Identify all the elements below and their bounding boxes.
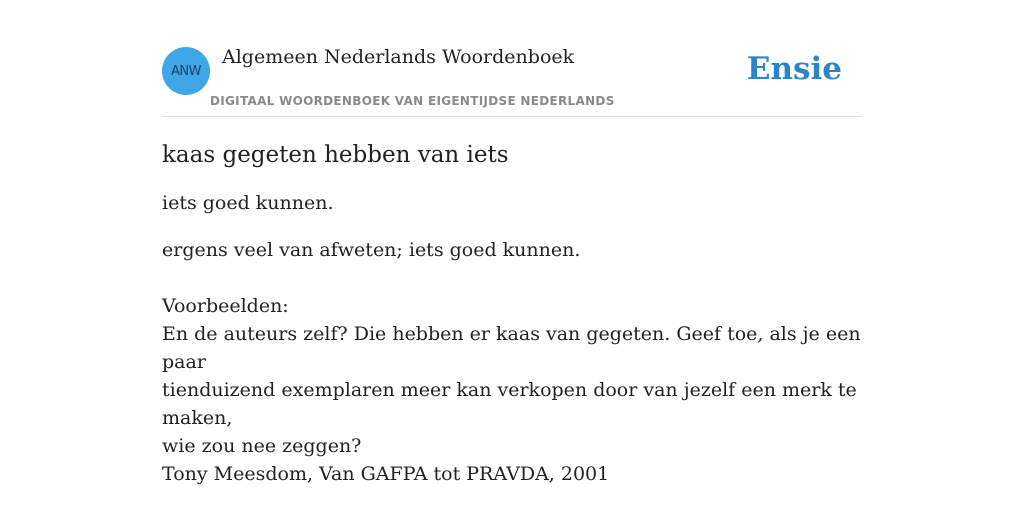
ensie-brand-logo[interactable]: Ensie [746, 51, 842, 87]
header [162, 40, 862, 117]
entry-content [162, 138, 862, 488]
dictionary-subtitle: DIGITAAL WOORDENBOEK VAN EIGENTIJDSE NEDERLANDS [210, 94, 615, 108]
definition-full: ergens veel van afweten; iets goed kunnen. [162, 239, 581, 261]
example-line: tienduizend exemplaren meer kan verkopen door van jezelf een merk te maken, [162, 379, 857, 429]
definition-short: iets goed kunnen. [162, 192, 334, 214]
entry-headword: kaas gegeten hebben van iets [162, 142, 509, 168]
examples-label: Voorbeelden: [162, 295, 289, 317]
anw-logo[interactable] [162, 47, 210, 95]
example-source: Tony Meesdom, Van GAFPA tot PRAVDA, 2001 [162, 463, 610, 485]
example-line: En de auteurs zelf? Die hebben er kaas van gegeten. Geef toe, als je een paar [162, 323, 861, 373]
example-line: wie zou nee zeggen? [162, 435, 362, 457]
dictionary-title[interactable]: Algemeen Nederlands Woordenboek [222, 46, 575, 68]
logo-text: ANW [171, 63, 201, 79]
examples-block [162, 292, 862, 488]
